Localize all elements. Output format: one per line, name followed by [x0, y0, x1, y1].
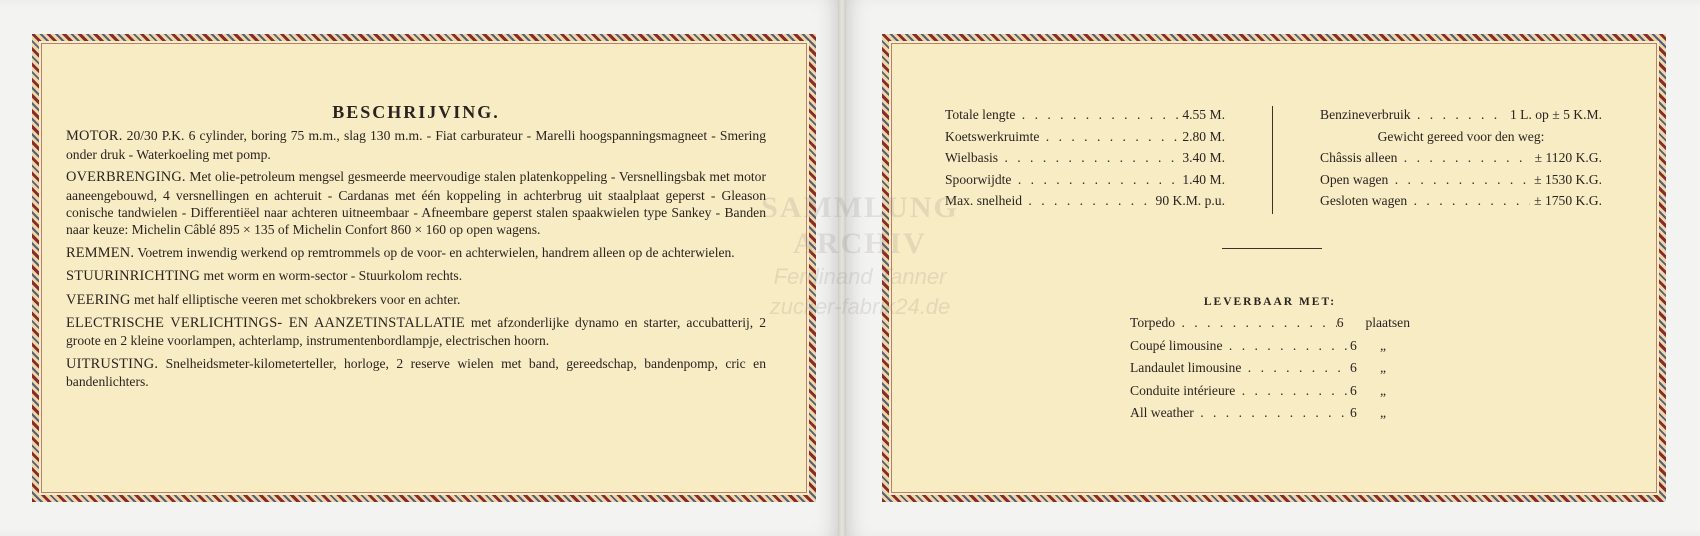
available-title: LEVERBAAR MET:	[1203, 296, 1337, 308]
watermark-line-3: Ferdinand Tanner	[773, 264, 947, 289]
dimension-row	[945, 126, 1225, 148]
section-text: met half elliptische veeren met schokbrekers voor en achter.	[130, 291, 461, 307]
section-heading: OVERBRENGING.	[66, 169, 186, 186]
watermark	[720, 190, 1000, 322]
section-text: Snelheidsmeter-kilometerteller, horloge, 2 reserve wielen met band, gereedschap, bandenpomp, cric en bandenlichters.	[66, 355, 766, 390]
section-text: met afzonderlijke dynamo en starter, accubatterij, 2 groote en 2 kleine voorlampen, achterlamp, instrumentenbordlampje, electrischen hoorn.	[66, 315, 766, 349]
description-sections	[66, 127, 766, 390]
available-row	[1130, 335, 1410, 358]
fuel-row	[1320, 104, 1602, 126]
available-row	[1130, 402, 1410, 425]
dimension-row-label: Spoorwijdte . . .	[945, 169, 1178, 191]
dimension-row-label: Wielbasis . . .	[945, 147, 1178, 169]
section-heading: VEERING	[66, 291, 131, 308]
dimension-row-value: 2.80 M.	[1182, 128, 1225, 144]
column-divider	[1272, 106, 1273, 214]
description-section	[66, 291, 766, 309]
seat-unit: plaatsen	[1365, 315, 1410, 330]
dimension-row	[945, 169, 1225, 191]
dimension-row-label: Koetswerkruimte . . .	[945, 126, 1178, 148]
watermark-line-2: ARCHIV	[793, 227, 927, 260]
fuel-label: Benzineverbruik . . .	[1320, 104, 1506, 126]
section-text: Voetrem inwendig werkend op remtrommels op de voor- en achterwielen, handrem alleen op de achterwielen.	[134, 244, 735, 260]
fuel-value: 1 L. op ± 5 K.M.	[1509, 107, 1602, 122]
model-name: Landaulet limousine . . .	[1130, 357, 1350, 380]
dimension-row	[945, 147, 1225, 169]
dimension-row-label: Totale lengte . . .	[945, 104, 1178, 126]
description-section	[66, 244, 766, 262]
available-row	[1130, 312, 1410, 335]
watermark-line-4: zucker-fabrik24.de	[769, 294, 951, 319]
dimension-row-value: 1.40 M.	[1182, 171, 1225, 187]
available-rows	[1130, 312, 1410, 425]
dimension-row-value: 4.55 M.	[1182, 107, 1225, 122]
section-heading: MOTOR.	[66, 128, 123, 145]
description-block	[66, 104, 766, 396]
section-text: met worm en worm-sector - Stuurkolom rechts.	[200, 268, 463, 284]
seat-unit: „	[1380, 360, 1387, 375]
seat-count: 6	[1336, 315, 1344, 330]
section-heading: STUURINRICHTING	[66, 268, 201, 285]
description-section	[66, 168, 766, 239]
available-models	[1130, 294, 1410, 425]
seat-count: 6	[1350, 405, 1357, 420]
weight-row-value: ± 1120 K.G.	[1534, 150, 1602, 165]
seat-count: 6	[1350, 337, 1357, 353]
weight-heading: Gewicht gereed voor den weg:	[1377, 128, 1545, 144]
dimension-row-value: 3.40 M.	[1182, 150, 1225, 165]
dimension-row	[945, 104, 1225, 126]
weight-row-label: Open wagen . . .	[1320, 169, 1530, 191]
weight-row	[1320, 190, 1602, 212]
seat-count: 6	[1350, 360, 1357, 375]
section-heading: ELECTRISCHE VERLICHTINGS- EN AANZETINSTALLATIE	[66, 315, 465, 332]
description-section	[66, 267, 766, 285]
seat-unit: „	[1380, 382, 1387, 398]
weight-row-value: ± 1750 K.G.	[1534, 193, 1602, 208]
model-name: All weather . . .	[1130, 402, 1350, 425]
section-heading: REMMEN.	[66, 244, 135, 261]
watermark-line-1: SAMMLUNG	[761, 191, 959, 224]
weight-rows	[1320, 147, 1602, 212]
weight-row	[1320, 169, 1602, 191]
weight-row	[1320, 147, 1602, 169]
weight-row-label: Gesloten wagen . . .	[1320, 190, 1530, 212]
model-name: Torpedo . . .	[1130, 312, 1337, 335]
dimension-row-value: 90 K.M. p.u.	[1155, 193, 1225, 208]
available-row	[1130, 357, 1410, 380]
model-name: Conduite intérieure . . .	[1130, 380, 1350, 403]
description-section	[66, 355, 766, 391]
section-heading: UITRUSTING.	[66, 355, 159, 372]
separator-rule	[1222, 248, 1322, 249]
dimension-row-label: Max. snelheid . . .	[945, 190, 1152, 212]
description-section	[66, 127, 766, 163]
seat-unit: „	[1380, 405, 1387, 420]
description-section	[66, 314, 766, 350]
section-text: 20/30 P.K. 6 cylinder, boring 75 m.m., slag 130 m.m. - Fiat carburateur - Marelli hoogspanningsmagneet - Smering onder druk - Waterkoeling met pomp.	[66, 128, 766, 162]
section-text: Met olie-petroleum mengsel gesmeerde meervoudige stalen platenkoppeling - Versnellingsbak met motor aaneengebouwd, 4 versnellingen en achteruit - Cardanas met één koppeling in achterbrug uit staalplaat geperst - Gleason conische tandwielen - Differentiëel naar achteren uitneembaar - Afneembare geperst stalen spaakwielen type Sankey - Banden naar keuze: Michelin Câblé 895 × 135 of Michelin Confort 860 × 160 op open wagens.	[66, 169, 766, 238]
available-row	[1130, 380, 1410, 403]
model-name: Coupé limousine . . .	[1130, 335, 1350, 358]
weight-row-value: ± 1530 K.G.	[1534, 171, 1602, 187]
weights-list	[1320, 104, 1602, 212]
seat-unit: „	[1380, 337, 1387, 353]
weight-row-label: Châssis alleen . . .	[1320, 147, 1531, 169]
description-title: BESCHRIJVING.	[332, 102, 500, 122]
seat-count: 6	[1350, 382, 1357, 398]
